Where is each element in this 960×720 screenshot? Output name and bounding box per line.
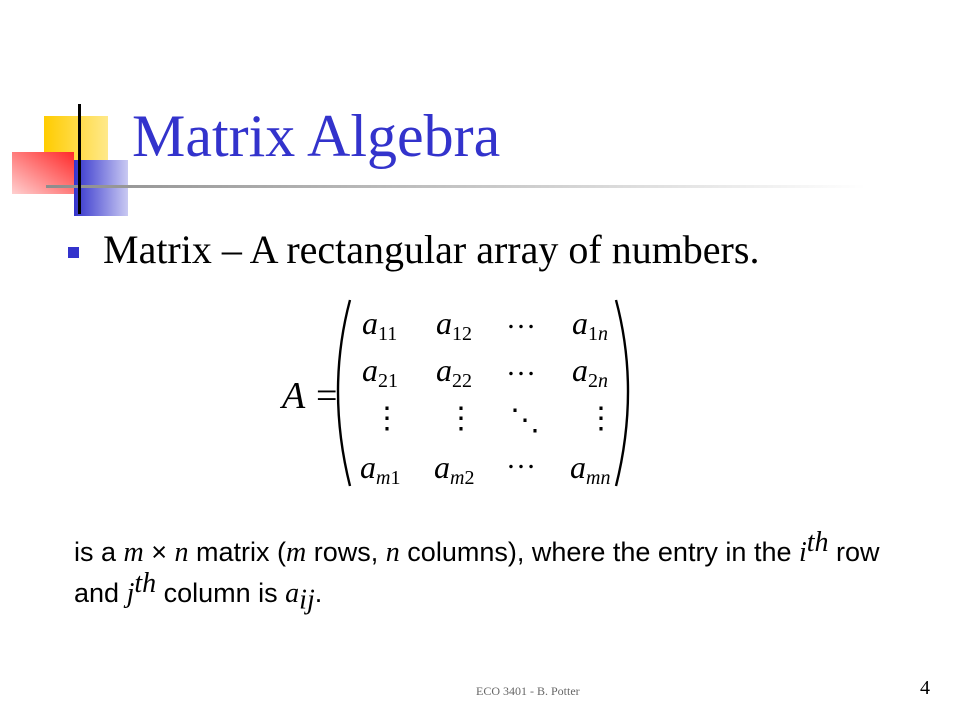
matrix-description: is a m × n matrix (m rows, n columns), where the entry in the $i^{th}$ row and $j^{th}$ column is $a_{ij}$. xyxy=(74,527,880,616)
entry-dots-row1: … xyxy=(506,302,536,335)
slide-footer: ECO 3401 - B. Potter xyxy=(476,684,580,698)
entry-a21: a21 xyxy=(362,352,398,392)
right-parenthesis xyxy=(616,300,628,486)
entry-a2n: a2n xyxy=(572,352,608,392)
slide-page-number: 4 xyxy=(920,677,930,699)
entry-vdots-col1: ⋮ xyxy=(372,402,402,435)
entry-dots-row4: … xyxy=(506,442,536,475)
bullet-item xyxy=(68,222,759,278)
bullet-text: Matrix – A rectangular array of numbers. xyxy=(103,227,760,272)
entry-a11: a11 xyxy=(362,305,398,345)
entry-a22: a22 xyxy=(436,352,472,392)
deco-horizontal-rule xyxy=(46,185,866,188)
entry-amn: amn xyxy=(570,449,611,489)
entry-dots-row2: … xyxy=(506,349,536,382)
entry-ddots: ⋱ xyxy=(510,404,540,437)
square-bullet-icon xyxy=(68,247,79,258)
matrix-lhs: A xyxy=(282,375,306,417)
slide-title: Matrix Algebra xyxy=(132,103,501,169)
entry-a1n: a1n xyxy=(572,305,608,345)
deco-vertical-rule xyxy=(78,104,81,214)
entry-a12: a12 xyxy=(436,305,472,345)
entry-am2: am2 xyxy=(434,449,475,489)
entry-vdots-col2: ⋮ xyxy=(446,402,476,435)
entry-vdots-col4: ⋮ xyxy=(586,402,616,435)
matrix-equation xyxy=(270,290,650,495)
entry-am1: am1 xyxy=(360,449,401,489)
left-parenthesis xyxy=(338,300,350,486)
matrix-equals: = xyxy=(316,375,338,417)
